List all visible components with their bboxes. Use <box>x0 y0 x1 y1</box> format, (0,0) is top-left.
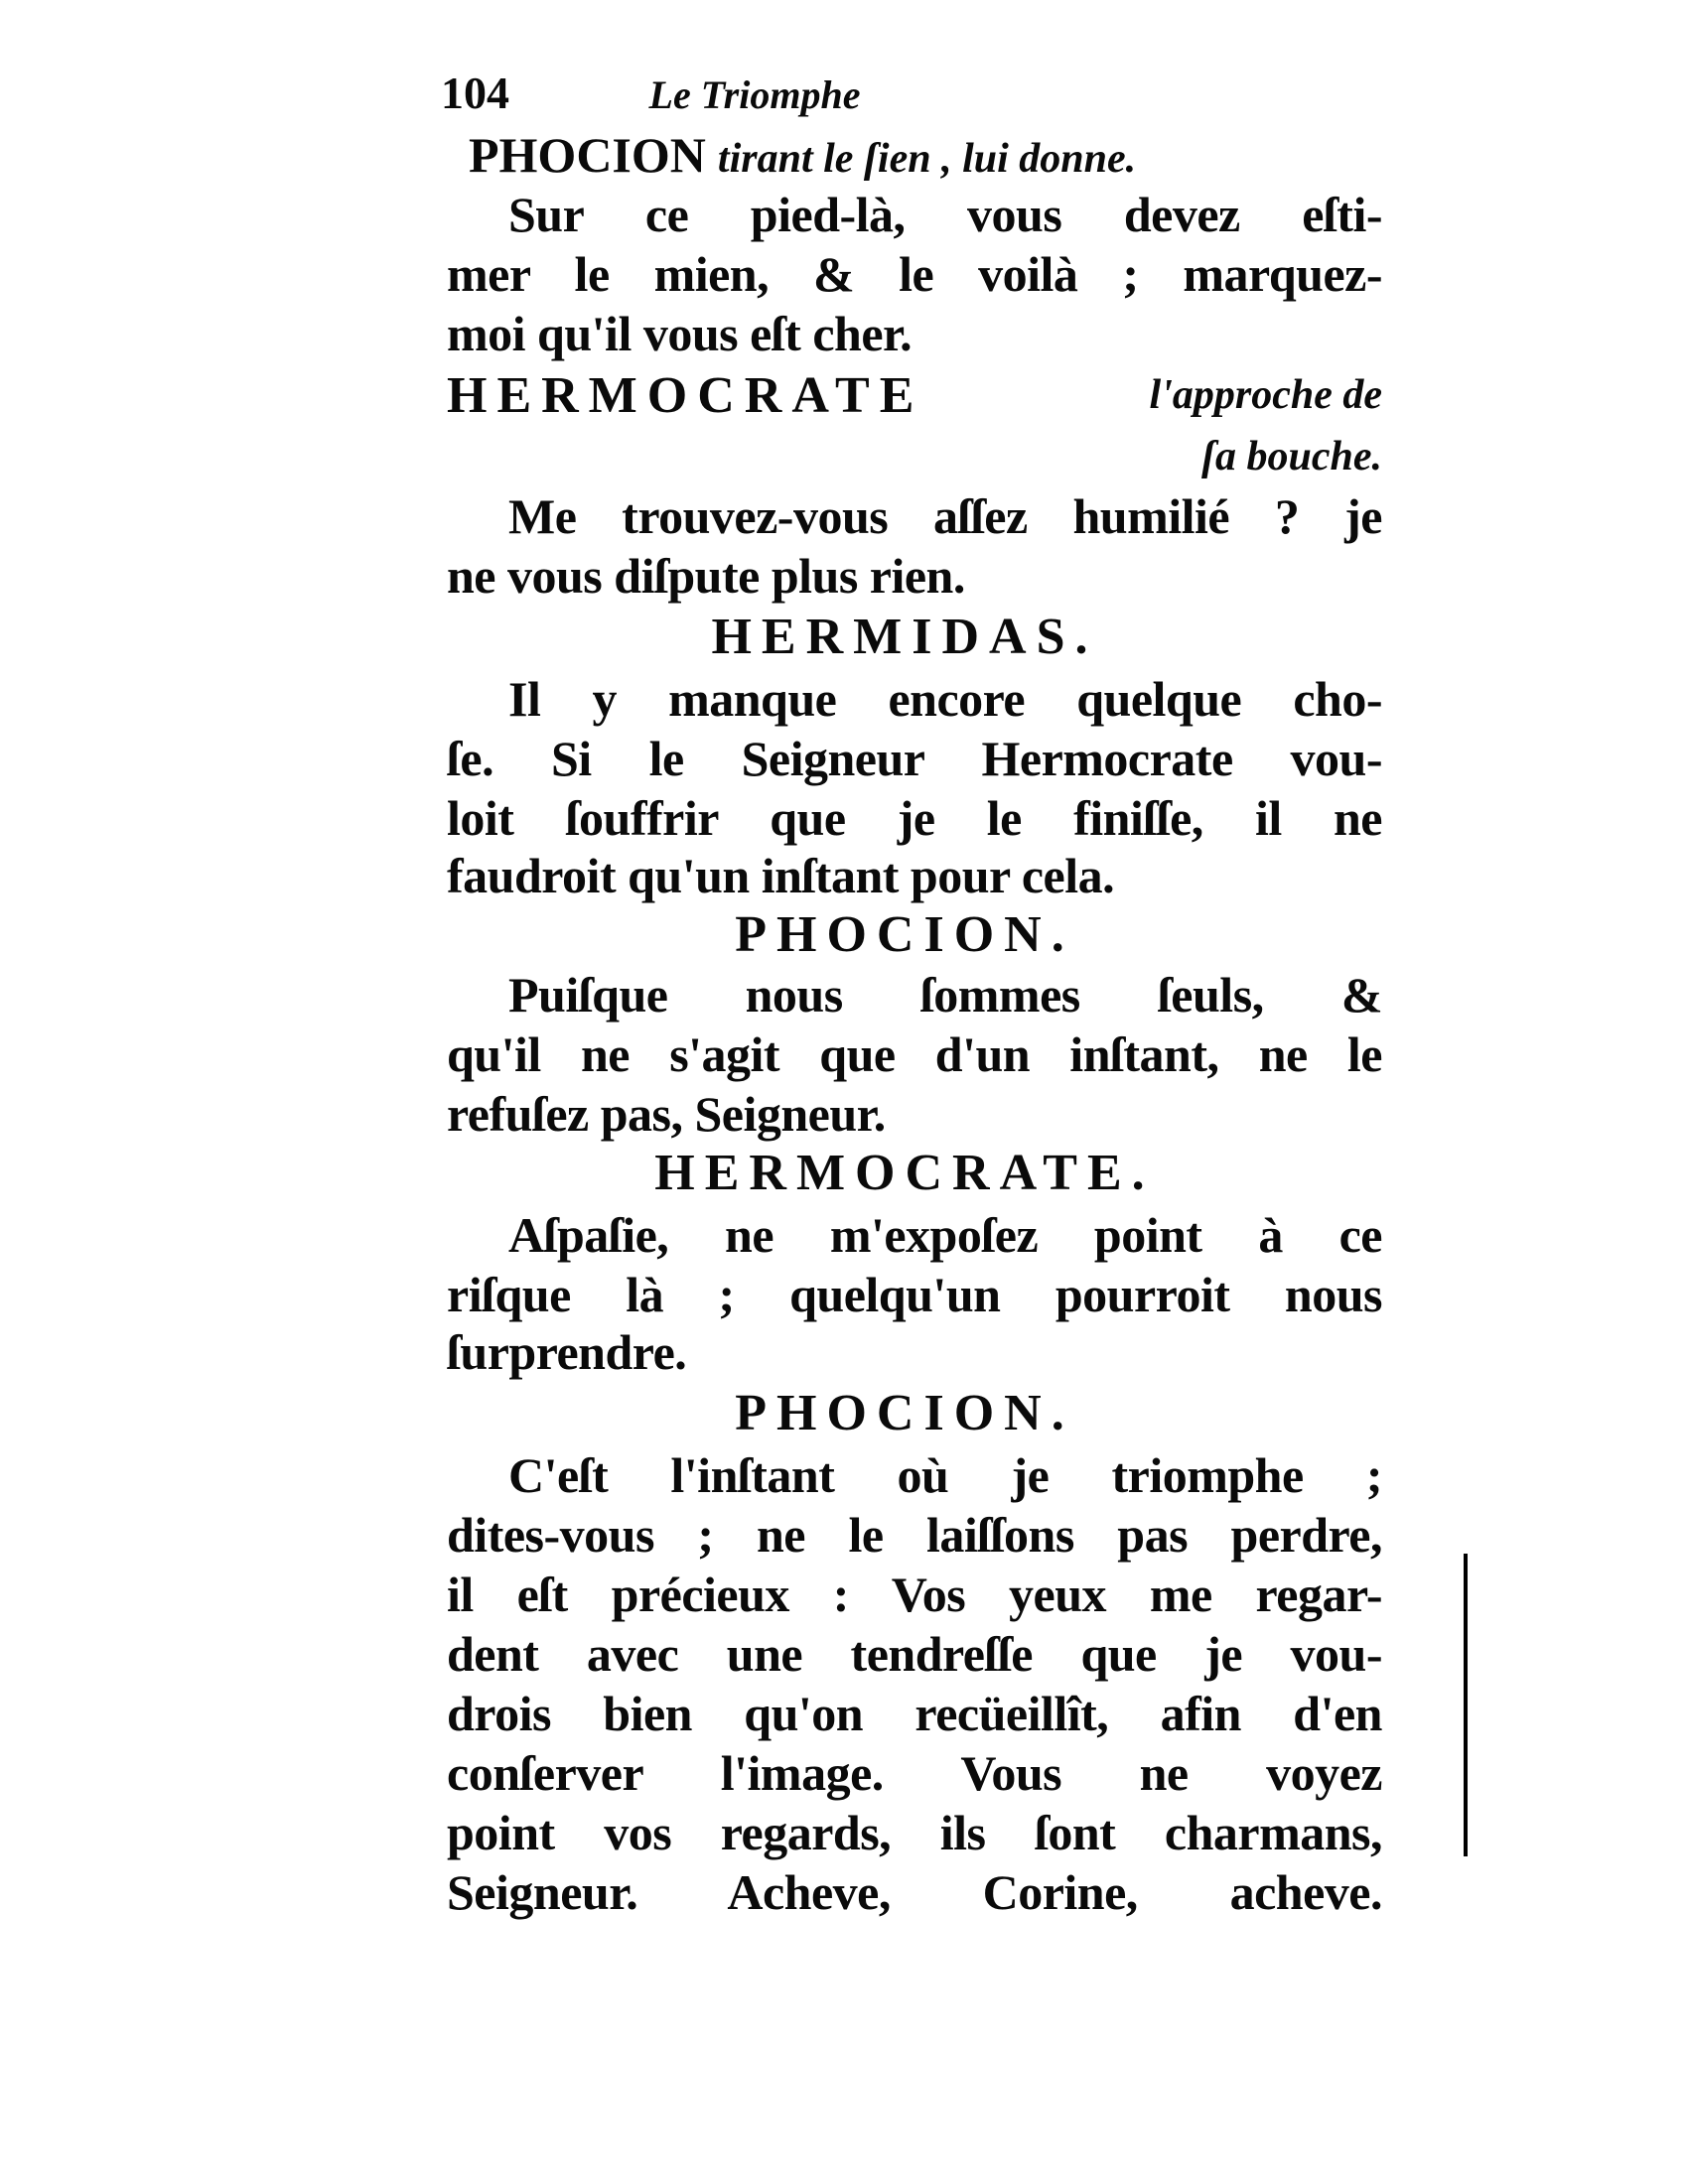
stage-direction-continued: ſa bouche. <box>1201 434 1382 479</box>
text-line: riſque là ; quelqu'un pourroit nous <box>447 1267 1382 1322</box>
text-line: Puiſque nous ſommes ſeuls, & <box>508 967 1382 1023</box>
stage-direction: l'approche de <box>1149 372 1382 418</box>
text-line: Il y manque encore quelque cho- <box>508 671 1382 727</box>
text-line: ne vous diſpute plus rien. <box>447 548 965 604</box>
speaker-heading: PHOCION. <box>735 1385 1074 1441</box>
page-number: 104 <box>441 68 509 118</box>
text-line: point vos regards, ils ſont charmans, <box>447 1805 1382 1860</box>
text-line: drois bien qu'on recüeillît, afin d'en <box>447 1686 1382 1741</box>
text-line: qu'il ne s'agit que d'un inſtant, ne le <box>447 1026 1382 1082</box>
text-line: Seigneur. Acheve, Corine, acheve. <box>447 1864 1382 1920</box>
text-line: refuſez pas, Seigneur. <box>447 1086 886 1142</box>
text-line: Aſpaſie, ne m'expoſez point à ce <box>508 1207 1382 1263</box>
running-title: Le Triomphe <box>648 72 861 117</box>
text-line: faudroit qu'un inſtant pour cela. <box>447 848 1115 903</box>
speaker-heading: PHOCION. <box>735 906 1074 963</box>
speaker-heading: HERMIDAS. <box>711 609 1098 665</box>
text-line: C'eſt l'inſtant où je triomphe ; <box>508 1447 1382 1503</box>
speaker-line-phocion <box>447 125 1382 185</box>
stage-direction: tirant le ſien , lui donne. <box>717 136 1137 182</box>
text-line: loit ſouffrir que je le finiſſe, il ne <box>447 790 1382 846</box>
text-line: Me trouvez-vous aſſez humilié ? je <box>508 488 1382 544</box>
speaker-name: PHOCION <box>469 127 706 183</box>
text-line: Sur ce pied-là, vous devez eſti- <box>508 187 1382 242</box>
speaker-name: HERMOCRATE <box>447 367 924 424</box>
text-line: dites-vous ; ne le laiſſons pas perdre, <box>447 1507 1382 1563</box>
text-line: moi qu'il vous eſt cher. <box>447 306 913 361</box>
text-line: ſurprendre. <box>447 1324 687 1380</box>
text-line: conſerver l'image. Vous ne voyez <box>447 1745 1382 1801</box>
margin-rule <box>1464 1554 1468 1856</box>
text-line: mer le mien, & le voilà ; marquez- <box>447 246 1382 302</box>
speaker-line-hermocrate <box>447 365 1382 425</box>
text-line: dent avec une tendreſſe que je vou- <box>447 1626 1382 1682</box>
text-line: il eſt précieux : Vos yeux me regar- <box>447 1567 1382 1622</box>
text-line: ſe. Si le Seigneur Hermocrate vou- <box>447 731 1382 786</box>
speaker-heading: HERMOCRATE. <box>654 1145 1155 1201</box>
